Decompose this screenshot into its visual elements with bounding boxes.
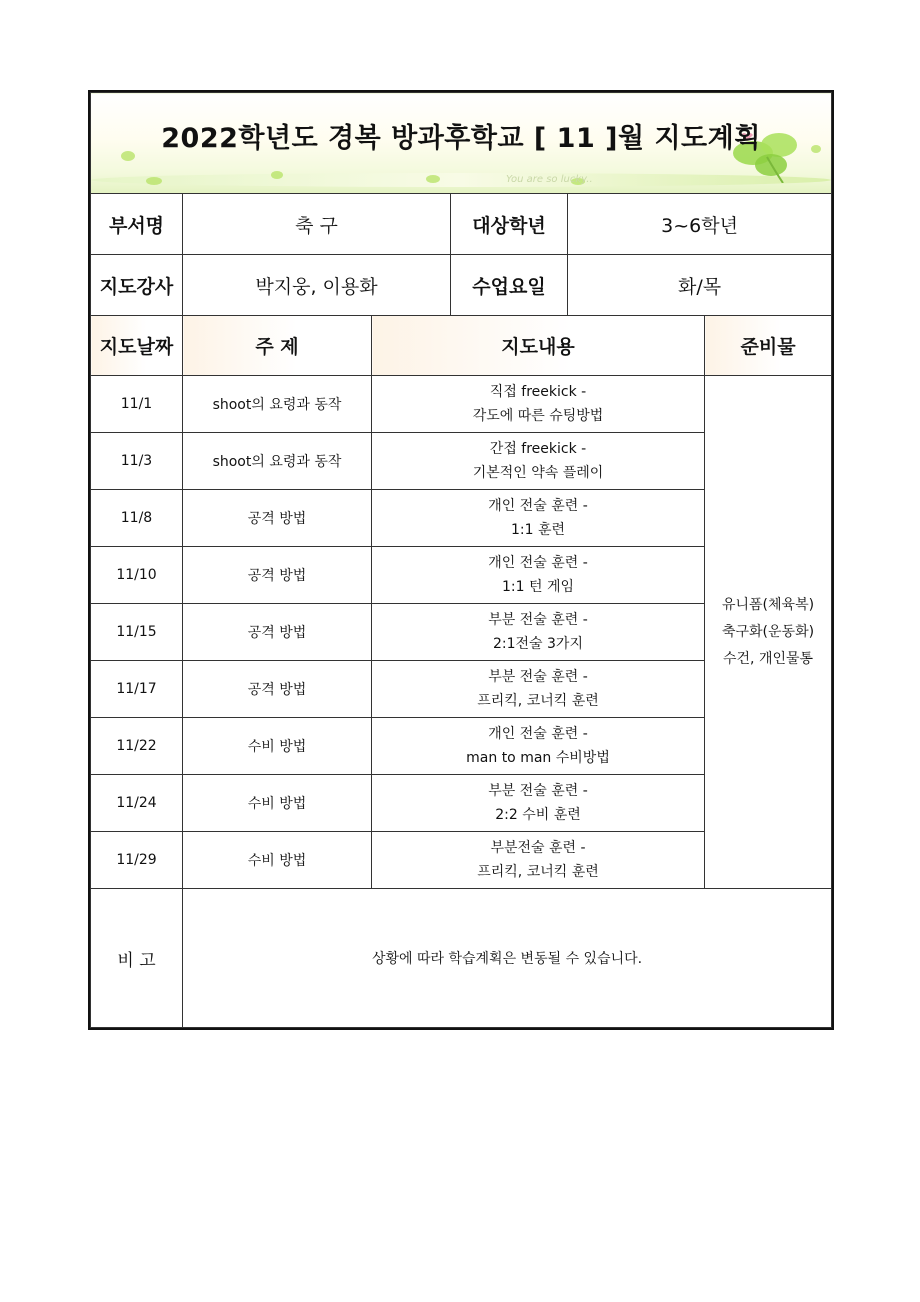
remark-text: 상황에 따라 학습계획은 변동될 수 있습니다. bbox=[183, 889, 832, 1028]
row-date: 11/10 bbox=[91, 547, 183, 604]
row-content bbox=[372, 775, 705, 832]
row-topic: 수비 방법 bbox=[183, 775, 372, 832]
row-content-line1: 개인 전술 훈련 - bbox=[488, 555, 588, 571]
row-content-line1: 부분 전술 훈련 - bbox=[488, 669, 588, 685]
row-topic: 공격 방법 bbox=[183, 604, 372, 661]
row-content bbox=[372, 718, 705, 775]
row-date: 11/22 bbox=[91, 718, 183, 775]
grade-label: 대상학년 bbox=[451, 194, 568, 255]
header-prep: 준비물 bbox=[705, 316, 832, 376]
dot-decoration bbox=[811, 145, 821, 153]
row-content-line2: 프리킥, 코너킥 훈련 bbox=[477, 693, 599, 709]
row-date: 11/17 bbox=[91, 661, 183, 718]
day-label: 수업요일 bbox=[451, 255, 568, 316]
row-content bbox=[372, 433, 705, 490]
row-date: 11/8 bbox=[91, 490, 183, 547]
row-content-line2: 2:2 수비 훈련 bbox=[495, 807, 581, 823]
row-content-line2: 각도에 따른 슈팅방법 bbox=[472, 408, 604, 424]
title-banner bbox=[91, 93, 832, 194]
row-content-line1: 부분전술 훈련 - bbox=[490, 840, 586, 856]
row-topic: 공격 방법 bbox=[183, 490, 372, 547]
row-topic: 수비 방법 bbox=[183, 832, 372, 889]
prep-item: 수건, 개인물통 bbox=[723, 650, 814, 667]
row-content bbox=[372, 376, 705, 433]
row-content-line1: 간접 freekick - bbox=[489, 441, 587, 457]
row-topic: shoot의 요령과 동작 bbox=[183, 433, 372, 490]
prep-item: 축구화(운동화) bbox=[721, 623, 815, 640]
row-date: 11/1 bbox=[91, 376, 183, 433]
row-date: 11/3 bbox=[91, 433, 183, 490]
grade-value: 3~6학년 bbox=[568, 194, 832, 255]
banner-lucky-text: You are so lucky.. bbox=[506, 174, 593, 185]
row-content-line2: 기본적인 약속 플레이 bbox=[472, 465, 604, 481]
row-date: 11/24 bbox=[91, 775, 183, 832]
prep-items bbox=[705, 376, 832, 889]
row-content-line1: 직접 freekick - bbox=[489, 384, 587, 400]
row-content bbox=[372, 490, 705, 547]
dot-decoration bbox=[121, 151, 135, 161]
header-content: 지도내용 bbox=[372, 316, 705, 376]
row-topic: shoot의 요령과 동작 bbox=[183, 376, 372, 433]
remark-label: 비 고 bbox=[91, 889, 183, 1028]
plan-table bbox=[90, 92, 832, 1028]
row-content-line2: 2:1전술 3가지 bbox=[493, 636, 583, 652]
prep-item: 유니폼(체육복) bbox=[721, 596, 815, 613]
dept-label: 부서명 bbox=[91, 194, 183, 255]
dot-decoration bbox=[426, 175, 440, 183]
row-topic: 공격 방법 bbox=[183, 547, 372, 604]
teacher-label: 지도강사 bbox=[91, 255, 183, 316]
row-content-line1: 부분 전술 훈련 - bbox=[488, 612, 588, 628]
teacher-value: 박지웅, 이용화 bbox=[183, 255, 451, 316]
row-topic: 공격 방법 bbox=[183, 661, 372, 718]
row-content bbox=[372, 547, 705, 604]
row-content bbox=[372, 604, 705, 661]
header-topic: 주 제 bbox=[183, 316, 372, 376]
table-row bbox=[91, 376, 832, 433]
header-date: 지도날짜 bbox=[91, 316, 183, 376]
row-content bbox=[372, 832, 705, 889]
row-content bbox=[372, 661, 705, 718]
row-content-line2: 프리킥, 코너킥 훈련 bbox=[477, 864, 599, 880]
dot-decoration bbox=[146, 177, 162, 185]
page-title: 2022학년도 경복 방과후학교 [ 11 ]월 지도계획 bbox=[161, 122, 761, 154]
row-content-line1: 개인 전술 훈련 - bbox=[488, 498, 588, 514]
row-content-line1: 부분 전술 훈련 - bbox=[488, 783, 588, 799]
row-content-line2: 1:1 턴 게임 bbox=[501, 579, 574, 595]
row-topic: 수비 방법 bbox=[183, 718, 372, 775]
day-value: 화/목 bbox=[568, 255, 832, 316]
row-date: 11/15 bbox=[91, 604, 183, 661]
dot-decoration bbox=[271, 171, 283, 179]
row-date: 11/29 bbox=[91, 832, 183, 889]
row-content-line2: 1:1 훈련 bbox=[510, 522, 566, 538]
row-content-line1: 개인 전술 훈련 - bbox=[488, 726, 588, 742]
row-content-line2: man to man 수비방법 bbox=[466, 750, 610, 766]
dept-value: 축 구 bbox=[183, 194, 451, 255]
banner-wave-decoration bbox=[91, 173, 831, 187]
